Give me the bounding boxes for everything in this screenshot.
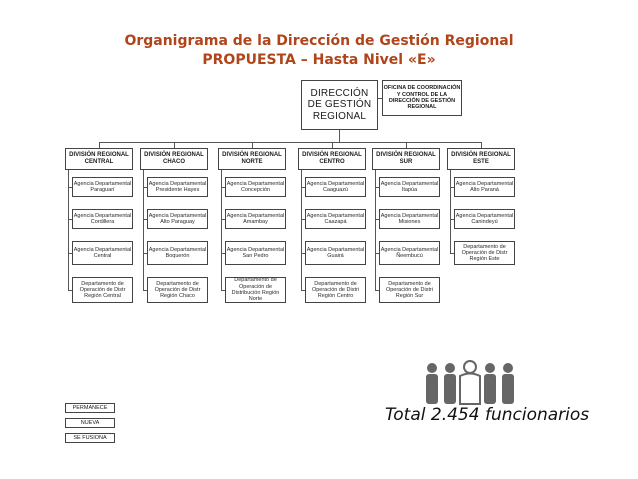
division-stem — [143, 170, 144, 290]
division-stem — [221, 170, 222, 290]
agency-box: Agencia Departamental Caaguazú — [305, 177, 366, 197]
coordination-office: OFICINA DE COORDINACIÓN Y CONTROL DE LA DIRECCIÓN DE GESTIÓN REGIONAL — [382, 80, 462, 116]
division-stem — [450, 170, 451, 253]
department-box: Departamento de Operación de Distribución Región Norte — [225, 277, 286, 303]
department-box: Departamento de Operación de Distr Región Este — [454, 241, 515, 265]
agency-box: Agencia Departamental Misiones — [379, 209, 440, 229]
agency-box: Agencia Departamental Canindeyú — [454, 209, 515, 229]
total-staff: Total 2.454 funcionarios — [385, 405, 590, 425]
root-unit: DIRECCIÓN DE GESTIÓN REGIONAL — [301, 80, 378, 130]
chart-title: Organigrama de la Dirección de Gestión Regional — [124, 33, 514, 49]
division-box: DIVISIÓN REGIONAL CENTRO — [298, 148, 366, 170]
people-group-icon — [420, 358, 520, 406]
agency-box: Agencia Departamental Guairá — [305, 241, 366, 265]
root-trunk — [339, 130, 340, 142]
division-box: DIVISIÓN REGIONAL CENTRAL — [65, 148, 133, 170]
agency-box: Agencia Departamental Central — [72, 241, 133, 265]
division-box: DIVISIÓN REGIONAL NORTE — [218, 148, 286, 170]
agency-box: Agencia Departamental Ñeembucú — [379, 241, 440, 265]
division-stem — [301, 170, 302, 290]
agency-box: Agencia Departamental Amambay — [225, 209, 286, 229]
agency-box: Agencia Departamental Boquerón — [147, 241, 208, 265]
chart-subtitle: PROPUESTA – Hasta Nivel «E» — [202, 52, 436, 68]
agency-box: Agencia Departamental Alto Paraguay — [147, 209, 208, 229]
division-box: DIVISIÓN REGIONAL CHACO — [140, 148, 208, 170]
department-box: Departamento de Operación de Distri Región Centro — [305, 277, 366, 303]
division-stem — [68, 170, 69, 290]
legend-se-fusiona: SE FUSIONA — [65, 433, 115, 443]
division-box: DIVISIÓN REGIONAL ESTE — [447, 148, 515, 170]
agency-box: Agencia Departamental Presidente Hayes — [147, 177, 208, 197]
agency-box: Agencia Departamental Paraguarí — [72, 177, 133, 197]
agency-box: Agencia Departamental Alto Paraná — [454, 177, 515, 197]
agency-box: Agencia Departamental Caazapá — [305, 209, 366, 229]
division-bus — [99, 142, 481, 143]
legend-permanece: PERMANECE — [65, 403, 115, 413]
agency-box: Agencia Departamental Concepción — [225, 177, 286, 197]
division-stem — [375, 170, 376, 290]
office-connector — [378, 98, 382, 99]
agency-box: Agencia Departamental Itapúa — [379, 177, 440, 197]
department-box: Departamento de Operación de Distr Región Central — [72, 277, 133, 303]
department-box: Departamento de Operación de Distr Región Chaco — [147, 277, 208, 303]
division-box: DIVISIÓN REGIONAL SUR — [372, 148, 440, 170]
legend-nueva: NUEVA — [65, 418, 115, 428]
department-box: Departamento de Operación de Distri Región Sur — [379, 277, 440, 303]
agency-box: Agencia Departamental San Pedro — [225, 241, 286, 265]
agency-box: Agencia Departamental Cordillera — [72, 209, 133, 229]
